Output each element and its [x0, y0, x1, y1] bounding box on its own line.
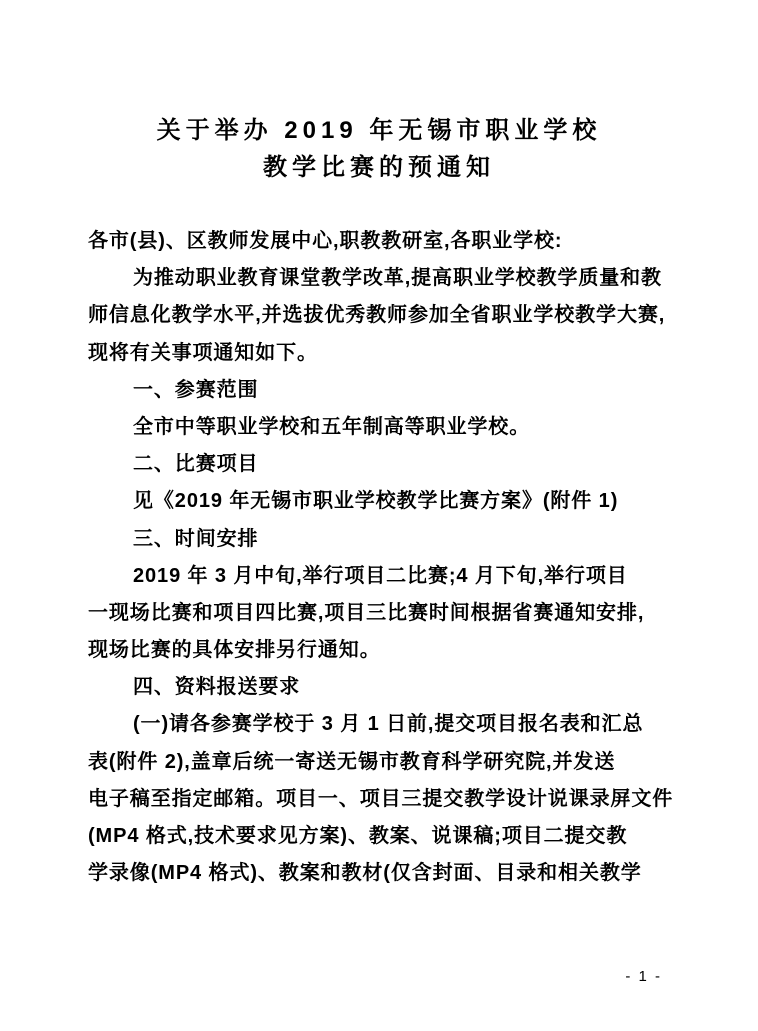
- body-line-salutation: 各市(县)、区教师发展中心,职教教研室,各职业学校:: [88, 230, 563, 252]
- body-line: 全市中等职业学校和五年制高等职业学校。: [133, 415, 531, 438]
- document-body: [88, 223, 674, 892]
- body-line: 见《2019 年无锡市职业学校教学比赛方案》(附件 1): [133, 490, 619, 513]
- body-line: 师信息化教学水平,并选拔优秀教师参加全省职业学校教学大赛,: [88, 304, 666, 327]
- body-line: (MP4 格式,技术要求见方案)、教案、说课稿;项目二提交教: [88, 825, 628, 847]
- body-line: 电子稿至指定邮箱。项目一、项目三提交教学设计说课录屏文件: [88, 787, 674, 810]
- title-line-1: 关于举办 2019 年无锡市职业学校: [156, 117, 602, 144]
- body-line: 2019 年 3 月中旬,举行项目二比赛;4 月下旬,举行项目: [133, 564, 628, 587]
- body-line-section-1: 一、参赛范围: [133, 378, 259, 401]
- page-number: - 1 -: [625, 968, 662, 985]
- body-line: 表(附件 2),盖章后统一寄送无锡市教育科学研究院,并发送: [88, 750, 616, 773]
- body-line-section-3: 三、时间安排: [133, 527, 259, 550]
- body-line-section-2: 二、比赛项目: [133, 453, 259, 476]
- title-line-2: 教学比赛的预通知: [263, 154, 495, 181]
- body-line: (一)请各参赛学校于 3 月 1 日前,提交项目报名表和汇总: [133, 713, 644, 736]
- body-line: 现将有关事项通知如下。: [88, 341, 318, 364]
- body-line: 现场比赛的具体安排另行通知。: [88, 639, 381, 662]
- body-line: 为推动职业教育课堂教学改革,提高职业学校教学质量和教: [133, 267, 662, 290]
- body-line: 一现场比赛和项目四比赛,项目三比赛时间根据省赛通知安排,: [88, 601, 645, 624]
- body-line: 学录像(MP4 格式)、教案和教材(仅含封面、目录和相关教学: [88, 862, 642, 885]
- document-title: [0, 0, 758, 186]
- body-line-section-4: 四、资料报送要求: [133, 676, 301, 699]
